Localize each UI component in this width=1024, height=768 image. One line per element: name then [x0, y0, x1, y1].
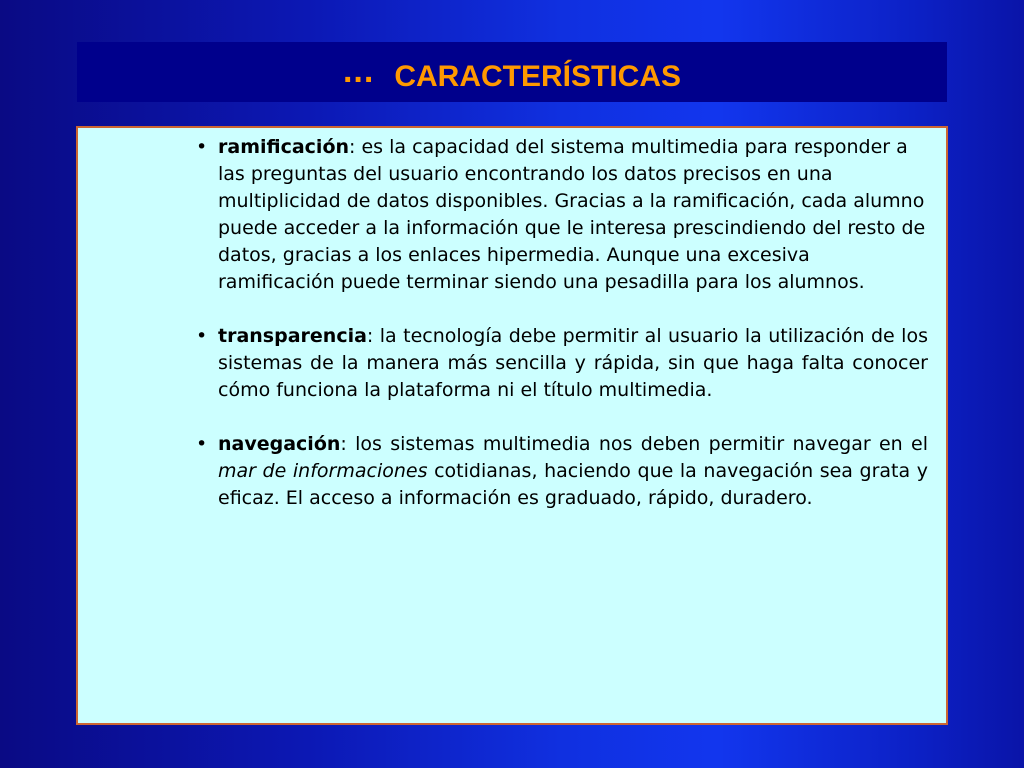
content-box [76, 126, 948, 725]
bullet-marker: • [196, 136, 208, 158]
bullet-transparencia [196, 323, 928, 404]
bullet-term: transparencia [218, 325, 367, 347]
bullet-text-after: cotidianas, haciendo que la navegación sea grata y eficaz. El acceso a información es graduado, rápido, duradero. [218, 460, 928, 509]
title-bar [77, 42, 947, 102]
bullet-marker: • [196, 433, 208, 455]
bullet-separator: : [340, 433, 347, 455]
bullet-text: los sistemas multimedia nos deben permitir navegar en el [346, 433, 928, 455]
bullet-term: navegación [218, 433, 341, 455]
bullet-ramificacion [196, 134, 928, 296]
bullet-separator: : [349, 136, 356, 158]
bullet-separator: : [366, 325, 374, 347]
title-text: CARACTERÍSTICAS [394, 60, 681, 93]
bullet-marker: • [196, 325, 208, 347]
bullet-term: ramificación [218, 136, 350, 158]
bullet-text: es la capacidad del sistema multimedia para responder a las preguntas del usuario encontrando los datos precisos en una multiplicidad de datos disponibles. Gracias a la ramificación, cada alumno puede acceder a la información que le interesa prescindiendo del resto de datos, gracias a los enlaces hipermedia. Aunque una excesiva ramificación puede terminar siendo una pesadilla para los alumnos. [218, 136, 926, 293]
bullet-italic-text: mar de informaciones [218, 460, 428, 482]
bullet-navegacion [196, 431, 928, 512]
title-ellipsis: ... [342, 52, 375, 90]
bullet-list [196, 134, 928, 539]
slide-title [77, 52, 947, 95]
bullet-text: la tecnología debe permitir al usuario la utilización de los sistemas de la manera más sencilla y rápida, sin que haga falta conocer cómo funciona la plataforma ni el título multimedia. [218, 325, 928, 401]
